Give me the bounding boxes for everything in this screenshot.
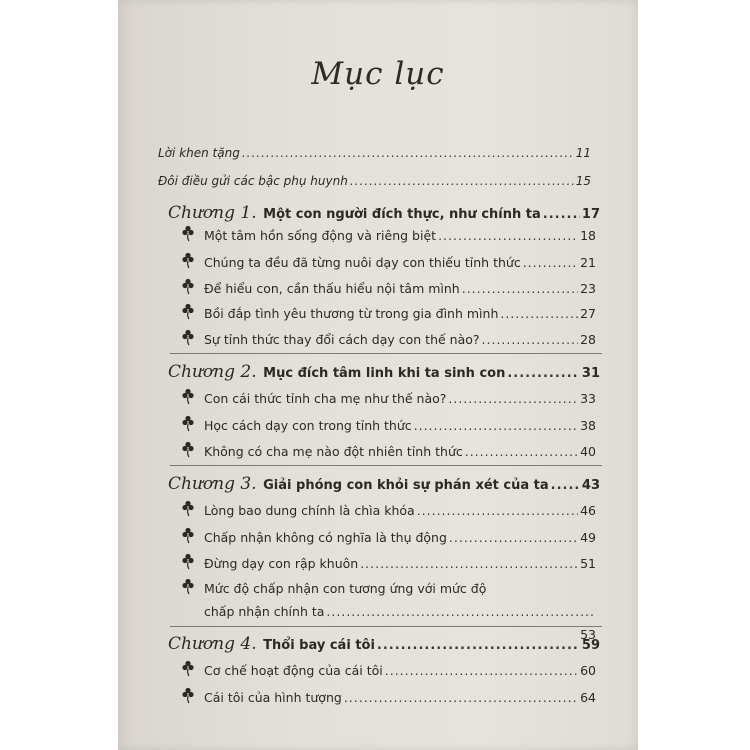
clover-bullet-icon: [182, 660, 194, 678]
toc-section: [204, 391, 596, 406]
dot-leader: [462, 281, 578, 296]
dot-leader: [543, 207, 580, 222]
dot-leader: [360, 556, 578, 571]
toc-entry-label: Lời khen tặng: [158, 146, 240, 160]
toc-section: [204, 418, 596, 433]
toc-section-label: Bồi đắp tình yêu thương từ trong gia đình mình: [204, 306, 499, 321]
dot-leader: [500, 306, 578, 321]
chapter-number: Chương 4.: [168, 634, 257, 654]
dot-leader: [414, 418, 578, 433]
toc-section-label: Cái tôi của hình tượng: [204, 690, 342, 705]
toc-section-label: Con cái thức tỉnh cha mẹ như thế nào?: [204, 391, 447, 406]
toc-section-page: 27: [580, 306, 596, 321]
toc-section-page: 33: [580, 391, 596, 406]
chapter-title: Giải phóng con khỏi sự phán xét của ta: [263, 478, 549, 493]
toc-section-label: Lòng bao dung chính là chìa khóa: [204, 503, 415, 518]
chapter-page: 31: [581, 366, 600, 381]
toc-section-label: Cơ chế hoạt động của cái tôi: [204, 663, 383, 678]
clover-bullet-icon: [182, 303, 194, 321]
toc-section-label: Đừng dạy con rập khuôn: [204, 556, 359, 571]
toc-section-page: 51: [580, 556, 596, 571]
dot-leader: [350, 174, 574, 188]
toc-section-label-continuation: chấp nhận chính ta: [204, 604, 325, 619]
toc-section: [204, 663, 596, 678]
dot-leader: [242, 146, 574, 160]
dot-leader: [377, 638, 580, 653]
toc-section-label: Một tâm hồn sống động và riêng biệt: [204, 228, 437, 243]
toc-section-label: Chúng ta đều đã từng nuôi dạy con thiếu tỉnh thức: [204, 255, 521, 270]
dot-leader: [448, 391, 578, 406]
toc-section: [204, 306, 596, 321]
chapter-title: Thổi bay cái tôi: [263, 638, 375, 653]
dot-leader: [482, 332, 579, 347]
toc-section-page: 60: [580, 663, 596, 678]
chapter-divider: [170, 465, 602, 466]
toc-section-page: 49: [580, 530, 596, 545]
chapter-number: Chương 2.: [168, 362, 257, 382]
clover-bullet-icon: [182, 527, 194, 545]
dot-leader: [385, 663, 578, 678]
clover-bullet-icon: [182, 415, 194, 433]
chapter-divider: [170, 626, 602, 627]
clover-bullet-icon: [182, 329, 194, 347]
clover-bullet-icon: [182, 225, 194, 243]
book-page: [118, 0, 638, 750]
clover-bullet-icon: [182, 500, 194, 518]
chapter-4-heading: [168, 634, 600, 654]
chapter-1-heading: [168, 203, 600, 223]
dot-leader: [523, 255, 578, 270]
chapter-page: 17: [581, 207, 600, 222]
toc-section-label: Mức độ chấp nhận con tương ứng với mức độ: [204, 581, 487, 596]
clover-bullet-icon: [182, 553, 194, 571]
toc-section-label: Học cách dạy con trong tỉnh thức: [204, 418, 412, 433]
clover-bullet-icon: [182, 388, 194, 406]
toc-section-label: Để hiểu con, cần thấu hiểu nội tâm mình: [204, 281, 460, 296]
toc-section-page: 53: [580, 627, 596, 642]
dot-leader: [551, 478, 580, 493]
dot-leader: [507, 366, 580, 381]
toc-section-page: 18: [580, 228, 596, 243]
toc-section-label: Sự tỉnh thức thay đổi cách dạy con thế nào?: [204, 332, 480, 347]
toc-section-page: 38: [580, 418, 596, 433]
chapter-title: Một con người đích thực, như chính ta: [263, 207, 541, 222]
clover-bullet-icon: [182, 441, 194, 459]
chapter-number: Chương 1.: [168, 203, 257, 223]
toc-section-label: Không có cha mẹ nào đột nhiên tỉnh thức: [204, 444, 463, 459]
toc-section: [204, 332, 596, 347]
toc-section: [204, 255, 596, 270]
dot-leader: [465, 444, 578, 459]
toc-section-page: 21: [580, 255, 596, 270]
toc-entry-preface-1: [158, 146, 591, 160]
toc-section: [204, 503, 596, 518]
toc-section: [204, 281, 596, 296]
chapter-page: 59: [581, 638, 600, 653]
chapter-page: 43: [581, 478, 600, 493]
toc-section: [204, 444, 596, 459]
dot-leader: [438, 228, 578, 243]
toc-entry-page: 11: [575, 146, 591, 160]
toc-section-page-row: [204, 604, 596, 642]
toc-section-label: Chấp nhận không có nghĩa là thụ động: [204, 530, 447, 545]
chapter-divider: [170, 353, 602, 354]
dot-leader: [417, 503, 578, 518]
toc-section-multiline: [204, 581, 596, 596]
toc-entry-preface-2: [158, 174, 591, 188]
toc-section: [204, 556, 596, 571]
toc-section-page: 23: [580, 281, 596, 296]
chapter-title: Mục đích tâm linh khi ta sinh con: [263, 366, 506, 381]
clover-bullet-icon: [182, 278, 194, 296]
toc-section: [204, 690, 596, 705]
toc-section: [204, 228, 596, 243]
chapter-number: Chương 3.: [168, 474, 257, 494]
dot-leader: [449, 530, 578, 545]
clover-bullet-icon: [182, 578, 194, 596]
clover-bullet-icon: [182, 252, 194, 270]
toc-section-page: 40: [580, 444, 596, 459]
toc-entry-page: 15: [575, 174, 591, 188]
toc-section: [204, 530, 596, 545]
dot-leader: [344, 690, 578, 705]
toc-section-page: 64: [580, 690, 596, 705]
page-title: Mục lục: [311, 56, 445, 92]
chapter-2-heading: [168, 362, 600, 382]
toc-entry-label: Đôi điều gửi các bậc phụ huynh: [158, 174, 348, 188]
clover-bullet-icon: [182, 687, 194, 705]
toc-section-page: 28: [580, 332, 596, 347]
toc-section-page: 46: [580, 503, 596, 518]
chapter-3-heading: [168, 474, 600, 494]
